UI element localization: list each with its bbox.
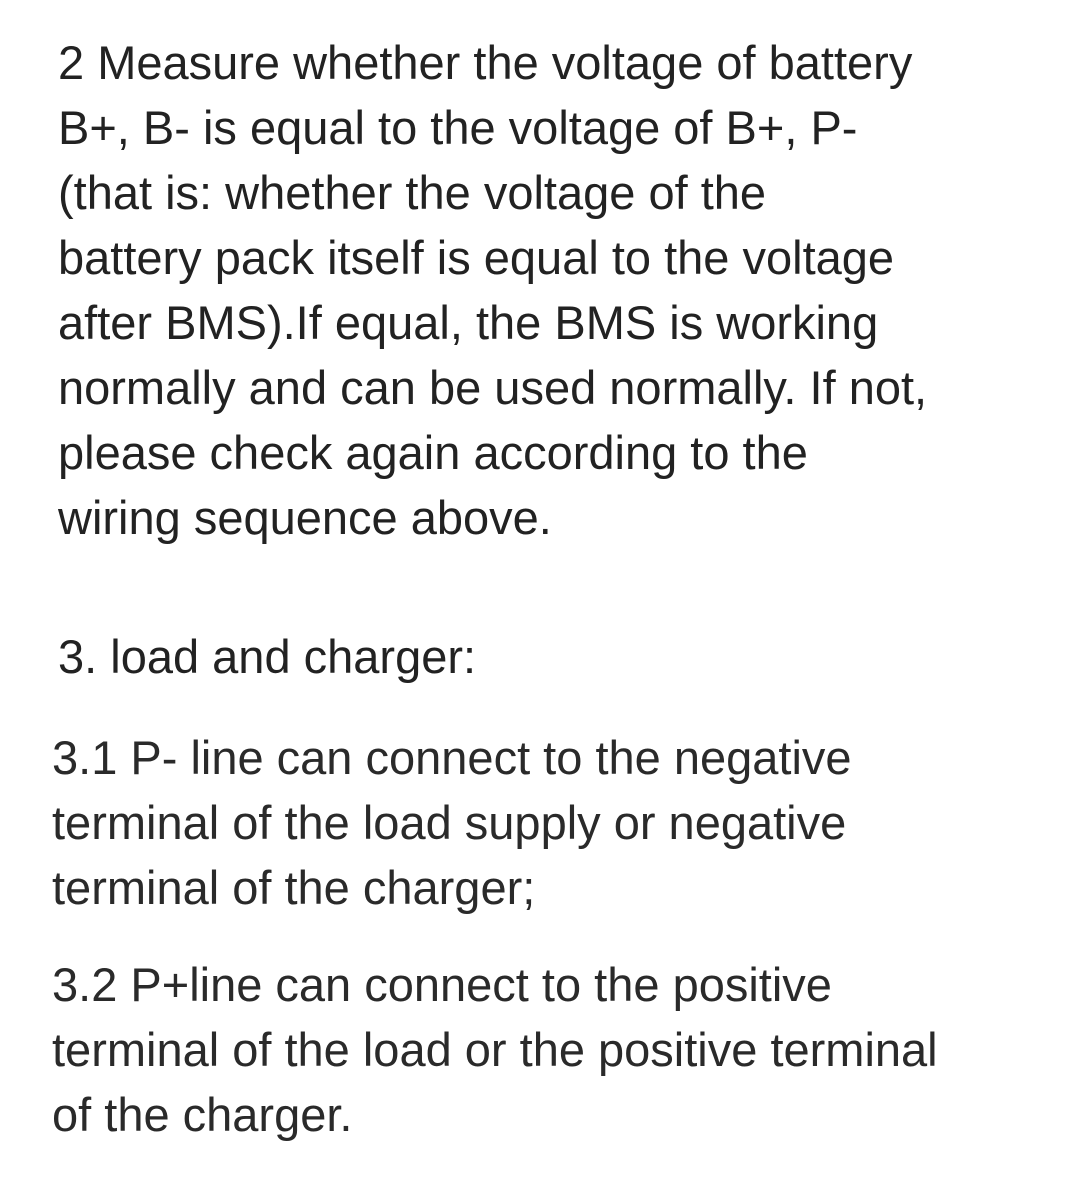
step-2-paragraph: 2 Measure whether the voltage of battery B+, B- is equal to the voltage of B+, P- (that is: whether the voltage of the battery pack itself is equal to the voltage after BMS).If equal, the BMS is working normally and can be used normally. If not, please check again according to the wiring sequence above. bbox=[58, 36, 928, 544]
section-3-heading: 3. load and charger: bbox=[58, 630, 477, 683]
item-3-1-paragraph: 3.1 P- line can connect to the negative terminal of the load supply or negative terminal of the charger; bbox=[52, 731, 852, 914]
item-3-2-paragraph: 3.2 P+line can connect to the positive terminal of the load or the positive terminal of the charger. bbox=[52, 958, 938, 1141]
